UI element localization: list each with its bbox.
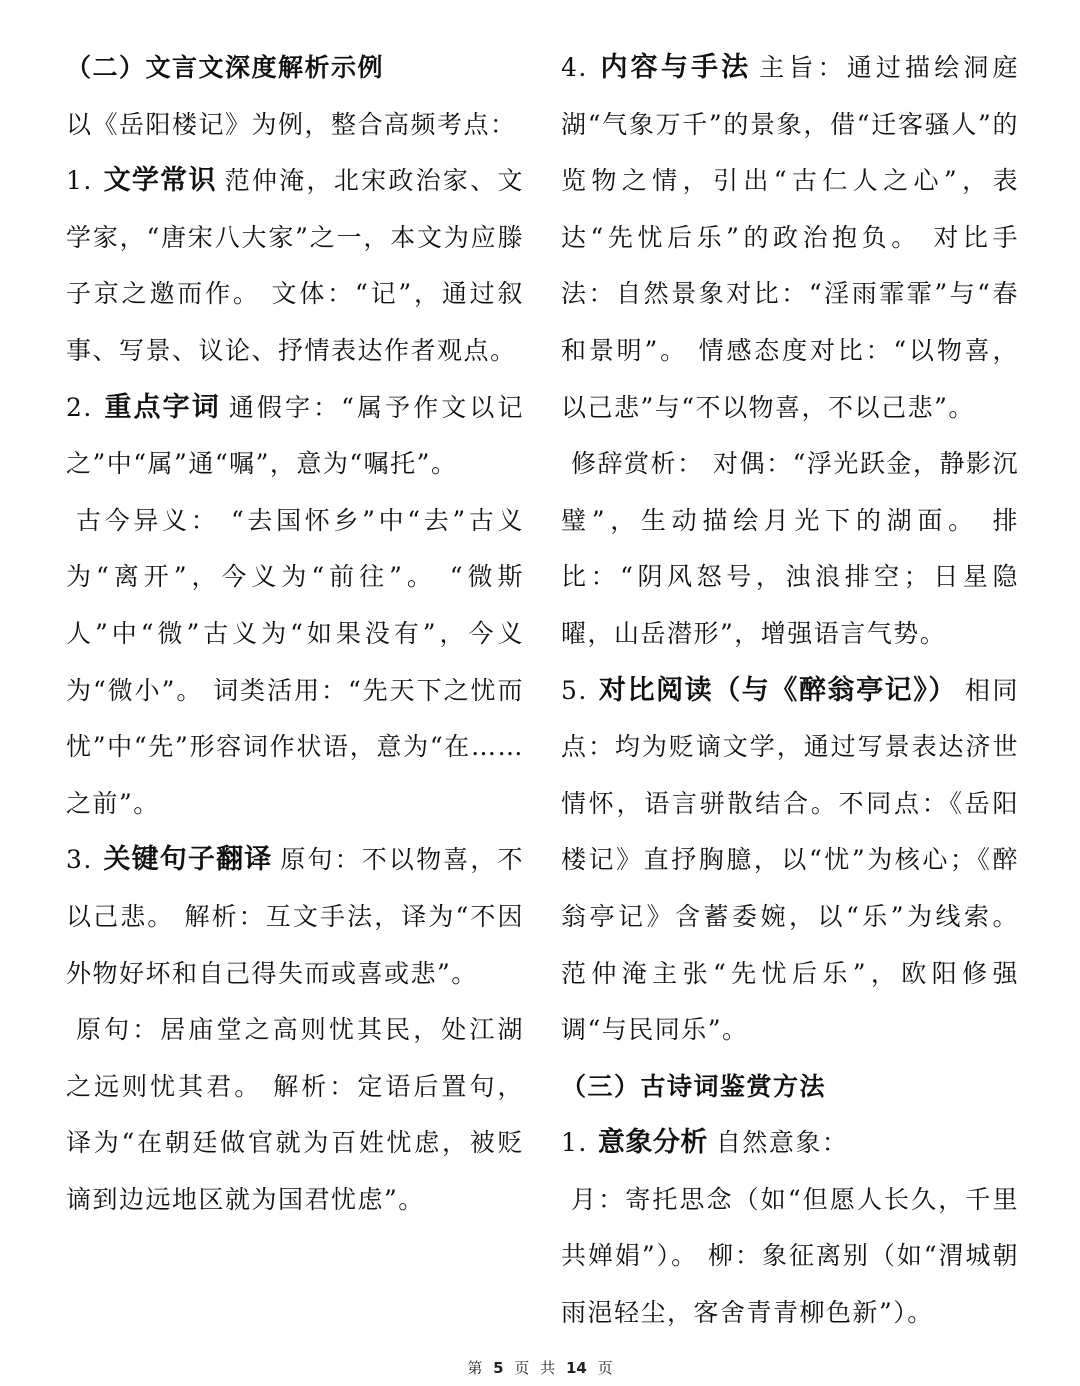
section-item-3 <box>66 832 524 1228</box>
item-heading: 内容与手法 <box>597 52 752 83</box>
item-text: 范仲淹，北宋政治家、文学家，“唐宋八大家”之一，本文为应滕子京之邀而作。 文体：“记”，通过叙事、写景、议论、抒情表达作者观点。 <box>66 166 524 365</box>
item-heading: 关键句子翻译 <box>102 844 273 876</box>
section-item-1 <box>66 153 524 379</box>
item-number: 1. <box>66 166 93 196</box>
item-text: 相同点：均为贬谪文学，通过写景表达济世情怀，语言骈散结合。不同点：《岳阳楼记》直抒胸臆，以“忧”为核心；《醉翁亭记》含蓄委婉，以“乐”为线索。 范仲淹主张“先忧后乐”，欧阳修强调“与民同乐”。 <box>561 675 1019 1045</box>
item-number: 5. <box>561 675 588 705</box>
section-title-2: （三）古诗词鉴赏方法 <box>561 1071 827 1101</box>
item-text: 主旨：通过描绘洞庭湖“气象万千”的景象，借“迁客骚人”的览物之情，引出“古仁人之心”，表达“先忧后乐”的政治抱负。 对比手法：自然景象对比：“淫雨霏霏”与“春和景明”。 情感态度对比：“以物喜，以己悲”与“不以物喜，不以己悲”。 <box>561 53 1019 422</box>
total-pages: 14 <box>565 1359 587 1377</box>
page-footer <box>0 1357 1080 1378</box>
page-number: 5 <box>493 1359 504 1377</box>
item-heading: 对比阅读（与《醉翁亭记》） <box>597 674 957 706</box>
section-item-6 <box>561 1115 1019 1341</box>
item-number: 2. <box>66 392 93 422</box>
left-column <box>66 40 524 1228</box>
item-heading: 重点字词 <box>102 391 221 423</box>
item-subtext: 原句：居庙堂之高则忧其民，处江湖之远则忧其君。 解析：定语后置句，译为“在朝廷做官就为百姓忧虑，被贬谪到边远地区就为国君忧虑”。 <box>66 1015 524 1214</box>
section-item-4 <box>561 40 1019 663</box>
section-item-2 <box>66 380 524 833</box>
footer-prefix: 第 <box>467 1359 483 1377</box>
item-text: 原句：不以物喜，不以己悲。 解析：互文手法，译为“不因外物好坏和自己得失而或喜或悲”。 <box>66 845 524 988</box>
item-subtext: 修辞赏析： 对偶：“浮光跃金，静影沉璧”，生动描绘月光下的湖面。 排比：“阴风怒号，浊浪排空；日星隐曜，山岳潜形”，增强语言气势。 <box>561 449 1019 648</box>
item-heading: 意象分析 <box>597 1127 708 1159</box>
item-subtext: 月：寄托思念（如“但愿人长久，千里共婵娟”）。 柳：象征离别（如“渭城朝雨浥轻尘，客舍青青柳色新”）。 <box>561 1184 1019 1328</box>
intro-text: 以《岳阳楼记》为例，整合高频考点： <box>66 109 517 139</box>
item-number: 3. <box>66 845 93 875</box>
item-heading: 文学常识 <box>102 165 217 197</box>
right-column <box>561 40 1019 1342</box>
section-title: （二）文言文深度解析示例 <box>66 53 385 82</box>
footer-suffix: 页 <box>597 1359 613 1377</box>
section-item-5 <box>561 663 1019 1059</box>
footer-mid: 页 共 <box>514 1359 556 1377</box>
item-subtext: 古今异义： “去国怀乡”中“去”古义为“离开”，今义为“前往”。 “微斯人”中“微”古义为“如果没有”，今义为“微小”。 词类活用：“先天下之忧而忧”中“先”形容词作状语，意为“在……之前”。 <box>66 505 524 818</box>
item-number: 4. <box>561 53 588 82</box>
item-text: 自然意象： <box>715 1128 849 1158</box>
item-text: 通假字：“属予作文以记之”中“属”通“嘱”，意为“嘱托”。 <box>66 392 524 479</box>
item-number: 1. <box>561 1128 588 1158</box>
